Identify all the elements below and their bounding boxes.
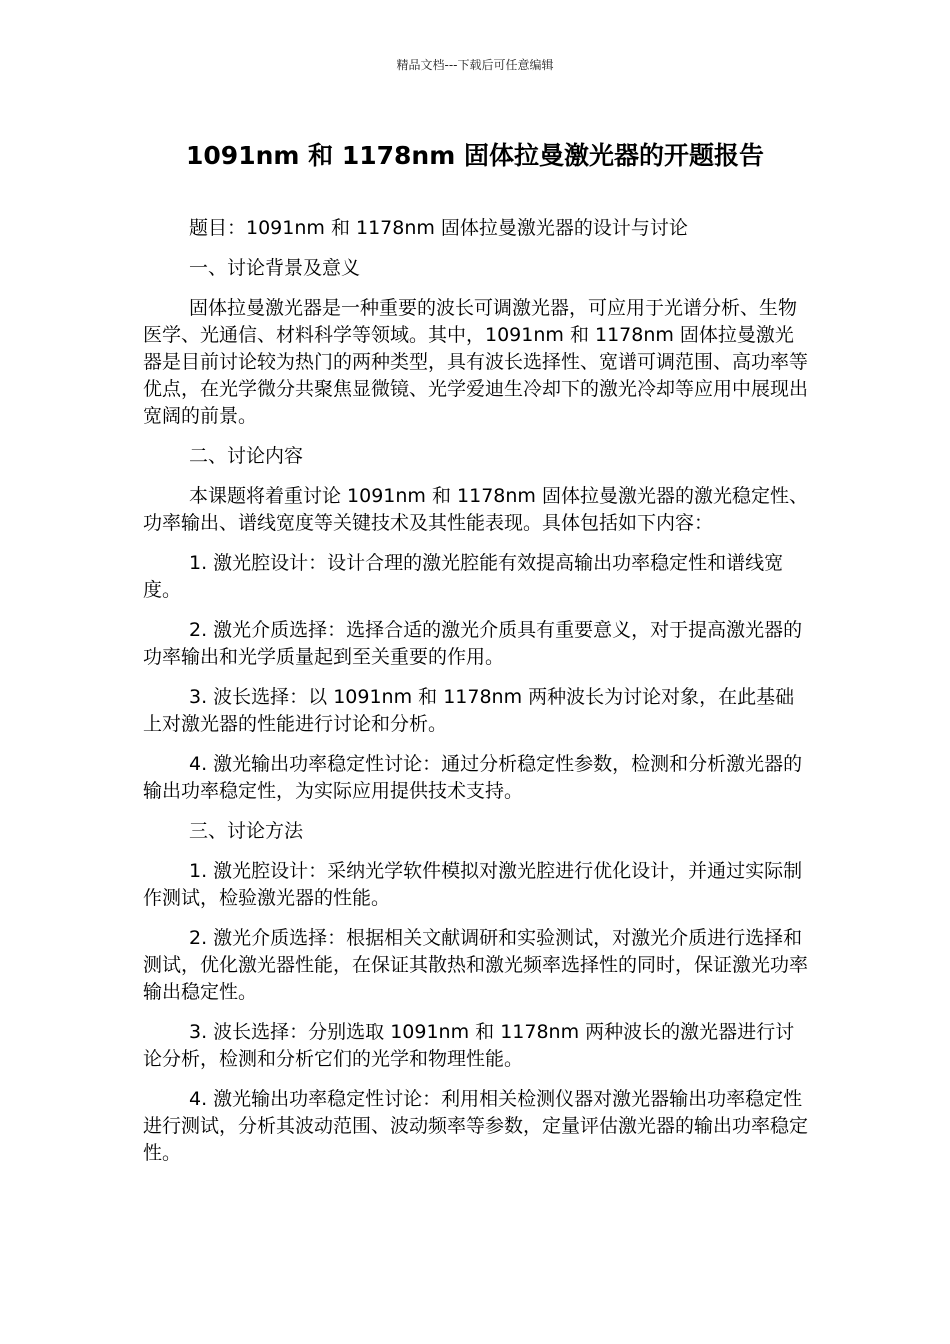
method-item: 4. 激光输出功率稳定性讨论：利用相关检测仪器对激光器输出功率稳定性进行测试，分析其波动范围、波动频率等参数，定量评估激光器的输出功率稳定性。 bbox=[143, 1088, 809, 1164]
method-item: 2. 激光介质选择：根据相关文献调研和实验测试，对激光介质进行选择和测试，优化激光器性能，在保证其散热和激光频率选择性的同时，保证激光功率输出稳定性。 bbox=[143, 927, 809, 1003]
method-item: 3. 波长选择：分别选取 1091nm 和 1178nm 两种波长的激光器进行讨论分析，检测和分析它们的光学和物理性能。 bbox=[143, 1021, 795, 1070]
document-body bbox=[143, 215, 808, 1180]
section-heading-background: 一、讨论背景及意义 bbox=[189, 257, 361, 279]
document-title: 1091nm 和 1178nm 固体拉曼激光器的开题报告 bbox=[186, 141, 764, 170]
content-intro-paragraph: 本课题将着重讨论 1091nm 和 1178nm 固体拉曼激光器的激光稳定性、功率输出、谱线宽度等关键技术及其性能表现。具体包括如下内容： bbox=[143, 485, 808, 534]
method-item: 1. 激光腔设计：采纳光学软件模拟对激光腔进行优化设计，并通过实际制作测试，检验激光器的性能。 bbox=[143, 860, 803, 909]
section-heading-methods: 三、讨论方法 bbox=[189, 820, 304, 842]
content-item: 3. 波长选择：以 1091nm 和 1178nm 两种波长为讨论对象，在此基础上对激光器的性能进行讨论和分析。 bbox=[143, 686, 795, 735]
page-header-note: 精品文档---下载后可任意编辑 bbox=[396, 58, 554, 72]
topic-line: 题目：1091nm 和 1178nm 固体拉曼激光器的设计与讨论 bbox=[189, 217, 688, 239]
content-item: 1. 激光腔设计：设计合理的激光腔能有效提高输出功率稳定性和谱线宽度。 bbox=[143, 552, 784, 601]
section-heading-content: 二、讨论内容 bbox=[189, 445, 304, 467]
content-item: 2. 激光介质选择：选择合适的激光介质具有重要意义，对于提高激光器的功率输出和光学质量起到至关重要的作用。 bbox=[143, 619, 803, 668]
background-paragraph: 固体拉曼激光器是一种重要的波长可调激光器，可应用于光谱分析、生物医学、光通信、材料科学等领域。其中，1091nm 和 1178nm 固体拉曼激光器是目前讨论较为热门的两种类型，具有波长选择性、宽谱可调范围、高功率等优点，在光学微分共聚焦显微镜、光学爱迪生冷却下的激光冷却等应用中展现出宽阔的前景。 bbox=[143, 297, 809, 427]
content-item: 4. 激光输出功率稳定性讨论：通过分析稳定性参数，检测和分析激光器的输出功率稳定性，为实际应用提供技术支持。 bbox=[143, 753, 803, 802]
